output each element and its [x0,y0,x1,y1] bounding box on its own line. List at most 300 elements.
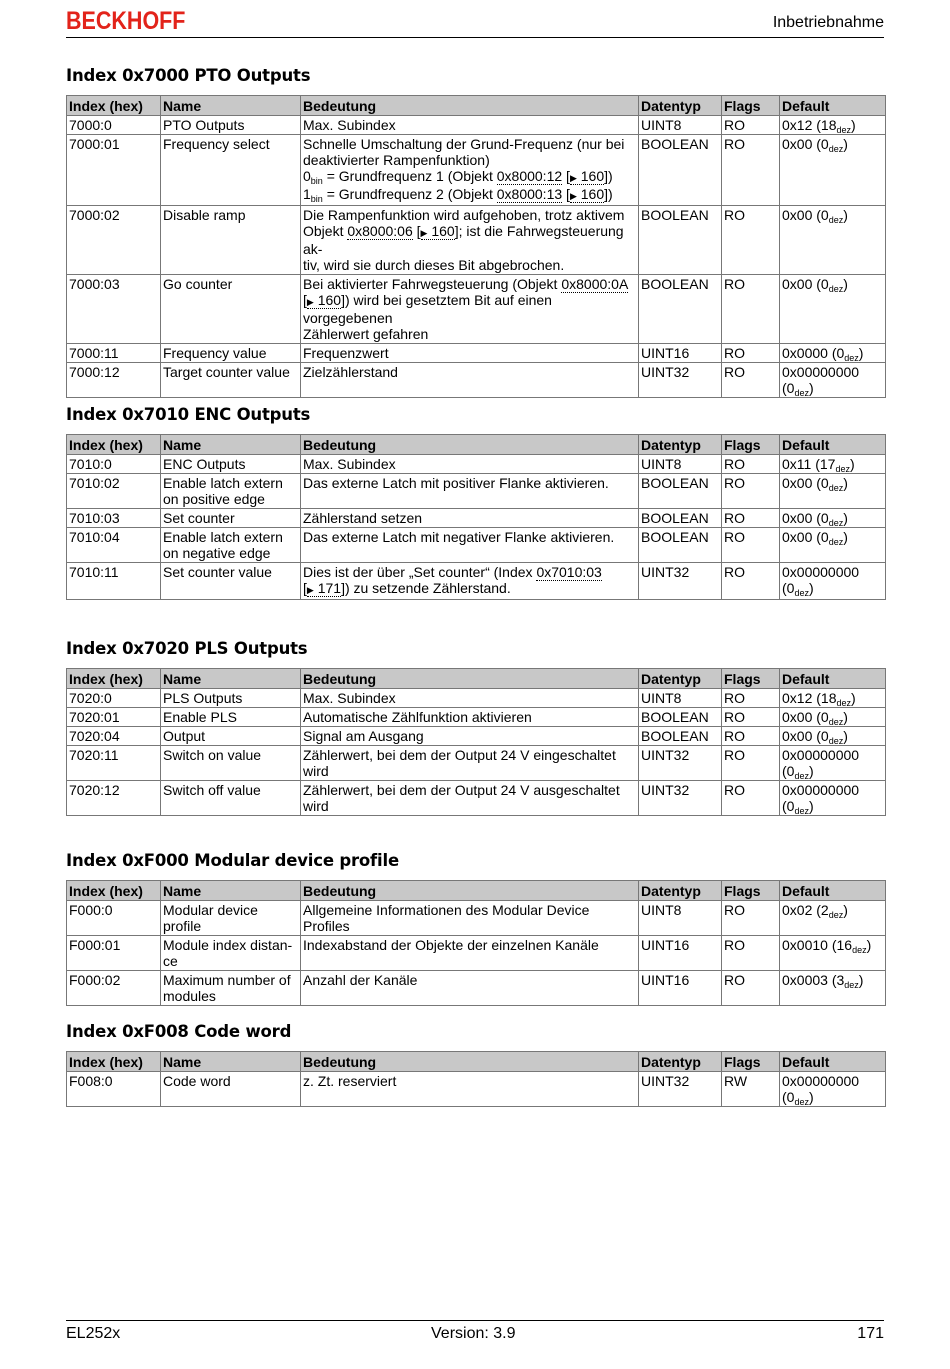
table-row [67,528,886,563]
bit-base: bin [310,194,323,204]
name-line: PLS Outputs [163,690,243,706]
beckhoff-logo: BECKHOFF [66,7,186,35]
default-value: 0x0010 (16 [782,937,853,953]
number-base: dez [844,353,859,363]
meaning-cell [301,563,639,600]
number-base: dez [794,388,809,398]
datatype-cell: UINT16 [639,971,722,1006]
column-header: Datentyp [639,435,722,455]
flags-cell: RO [722,746,780,781]
bit-value: 0 [303,168,311,184]
section-title: Index 0xF008 Code word [66,1022,292,1041]
column-header: Bedeutung [301,881,639,901]
object-table [66,1051,886,1107]
number-base: dez [794,588,809,598]
section-title: Index 0xF000 Modular device profile [66,851,399,870]
bracket-close: ]) [604,168,613,184]
meaning-line: Zählerwert gefahren [303,326,429,342]
meaning-line: Automatische Zählfunktion aktivieren [303,709,532,725]
bracket-open: [ [562,186,570,202]
column-header: Datentyp [639,881,722,901]
number-base: dez [828,736,844,746]
number-base: dez [852,945,867,955]
number-base: dez [828,483,844,493]
table-row [67,781,886,816]
table-row [67,206,886,275]
index-cell: 7000:12 [67,363,161,398]
name-line: Go counter [163,276,233,292]
name-cell [161,936,301,971]
flags-cell: RO [722,509,780,528]
flags-cell: RO [722,528,780,563]
meaning-line: Max. Subindex [303,690,396,706]
object-reference-link[interactable]: 0x8000:06 [347,223,413,239]
meaning-line: Zählerwert, bei dem der Output 24 V ausgeschaltet [303,782,620,798]
meaning-line: Schnelle Umschaltung der Grund-Frequenz (nur bei [303,136,625,152]
table-row [67,275,886,344]
number-base: dez [828,284,844,294]
default-close: ) [843,709,848,725]
default-close: ) [843,728,848,744]
table-row [67,689,886,708]
default-cell [780,936,886,971]
datatype-cell: BOOLEAN [639,727,722,746]
object-table [66,95,886,398]
default-close: ) [866,937,872,953]
default-cell [780,509,886,528]
column-header: Datentyp [639,1052,722,1072]
flags-cell: RO [722,936,780,971]
default-close: ) [808,798,814,814]
default-value: 0x02 (2 [782,902,829,918]
page-reference-link[interactable] [570,186,604,203]
default-cell [780,708,886,727]
name-line: Code word [163,1073,231,1089]
default-cell [780,689,886,708]
meaning-line: Max. Subindex [303,456,396,472]
default-cell [780,474,886,509]
meaning-line: [▶ 171]) zu setzende Zählerstand. [303,580,511,596]
number-base: dez [836,698,851,708]
column-header: Name [161,669,301,689]
column-header: Flags [722,435,780,455]
datatype-cell: BOOLEAN [639,275,722,344]
bit-base: bin [310,176,323,186]
name-line: Frequency select [163,136,270,152]
meaning-line: tiv, wird sie durch dieses Bit abgebrochen. [303,257,565,273]
default-value: 0x00 (0 [782,207,829,223]
meaning-cell [301,474,639,509]
bracket-close: ]) [604,186,613,202]
name-cell [161,971,301,1006]
flags-cell: RW [722,1072,780,1107]
column-header: Flags [722,881,780,901]
flags-cell: RO [722,206,780,275]
default-cell [780,528,886,563]
meaning-line: Zielzählerstand [303,364,398,380]
name-line: Enable latch extern [163,529,283,545]
page-reference-link[interactable]: ▶ 160 [306,292,342,308]
name-cell [161,746,301,781]
default-cell [780,1072,886,1107]
meaning-cell [301,344,639,363]
index-cell: 7000:02 [67,206,161,275]
column-header: Bedeutung [301,435,639,455]
default-value: 0x00 (0 [782,510,829,526]
index-cell: 7000:03 [67,275,161,344]
column-header: Default [780,881,886,901]
column-header: Default [780,435,886,455]
column-header: Default [780,1052,886,1072]
name-cell [161,455,301,474]
column-header: Name [161,435,301,455]
column-header: Default [780,96,886,116]
default-cell [780,727,886,746]
meaning-text: = Grundfrequenz 2 (Objekt [322,186,497,202]
column-header: Index (hex) [67,1052,161,1072]
default-value: 0x0000 (0 [782,345,845,361]
flags-cell: RO [722,275,780,344]
meaning-cell [301,746,639,781]
name-line: Modular device profile [163,902,258,934]
name-line: Set counter [163,510,235,526]
meaning-line: Bei aktivierter Fahrwegsteuerung (Objekt 0x8000:0A [303,276,629,292]
meaning-line: Das externe Latch mit positiver Flanke aktivieren. [303,475,609,491]
table-row [67,455,886,474]
datatype-cell: UINT16 [639,936,722,971]
datatype-cell: UINT32 [639,1072,722,1107]
datatype-cell: UINT32 [639,563,722,600]
arrow-right-icon: ▶ [306,585,314,595]
meaning-cell [301,1072,639,1107]
default-cell [780,116,886,135]
default-value-decimal: (0 [782,763,795,779]
table-header-row [67,881,886,901]
number-base: dez [828,215,844,225]
default-cell [780,781,886,816]
meaning-line: Frequenzwert [303,345,389,361]
default-cell [780,275,886,344]
section-title: Index 0x7000 PTO Outputs [66,66,311,85]
name-line: modules [163,988,216,1004]
default-cell [780,455,886,474]
meaning-cell [301,781,639,816]
number-base: dez [828,537,844,547]
default-close: ) [843,136,848,152]
object-section [66,639,885,816]
flags-cell: RO [722,135,780,206]
column-header: Datentyp [639,669,722,689]
flags-cell: RO [722,474,780,509]
index-cell: 7020:0 [67,689,161,708]
object-table [66,668,886,816]
meaning-line: [▶ 160]) wird bei gesetztem Bit auf einen vorgegebenen [303,292,552,326]
column-header: Index (hex) [67,881,161,901]
number-base: dez [794,806,809,816]
default-value: 0x12 (18 [782,117,837,133]
index-cell: 7000:0 [67,116,161,135]
name-cell [161,1072,301,1107]
index-cell: F000:02 [67,971,161,1006]
footer-rule [66,1320,884,1321]
name-line: Set counter value [163,564,272,580]
object-reference-link[interactable]: 0x7010:03 [536,564,602,580]
name-cell [161,363,301,398]
index-cell: 7010:02 [67,474,161,509]
number-base: dez [828,144,844,154]
name-line: Output [163,728,206,744]
meaning-cell [301,135,639,206]
footer-product: EL252x [66,1325,121,1342]
table-row [67,971,886,1006]
meaning-cell [301,363,639,398]
default-close: ) [843,510,848,526]
datatype-cell: UINT32 [639,781,722,816]
datatype-cell: UINT8 [639,901,722,936]
datatype-cell: BOOLEAN [639,708,722,727]
meaning-cell [301,509,639,528]
datatype-cell: BOOLEAN [639,528,722,563]
meaning-line: Objekt 0x8000:06 [▶ 160]; ist die Fahrwegsteuerung ak- [303,223,624,257]
arrow-right-icon: ▶ [420,228,428,238]
meaning-line: Anzahl der Kanäle [303,972,418,988]
meaning-cell [301,275,639,344]
table-header-row [67,669,886,689]
flags-cell: RO [722,563,780,600]
column-header: Default [780,669,886,689]
meaning-cell [301,901,639,936]
meaning-line: deaktivierter Rampenfunktion) [303,152,490,168]
object-reference-link[interactable]: 0x8000:0A [561,276,629,292]
default-cell [780,206,886,275]
table-row [67,746,886,781]
table-row [67,509,886,528]
name-line: Frequency value [163,345,267,361]
name-cell [161,689,301,708]
name-cell [161,901,301,936]
flags-cell: RO [722,708,780,727]
section-title: Index 0x7020 PLS Outputs [66,639,308,658]
default-close: ) [858,345,864,361]
default-value: 0x12 (18 [782,690,837,706]
meaning-cell [301,206,639,275]
name-cell [161,474,301,509]
default-close: ) [808,580,814,596]
name-cell [161,781,301,816]
default-cell [780,971,886,1006]
name-line: ENC Outputs [163,456,246,472]
table-row [67,363,886,398]
default-value: 0x00 (0 [782,728,829,744]
meaning-line: Dies ist der über „Set counter“ (Index 0x7010:03 [303,564,602,580]
default-value: 0x00 (0 [782,475,829,491]
number-base: dez [828,518,844,528]
default-cell [780,746,886,781]
header-rule [66,37,884,38]
default-close: ) [843,475,848,491]
default-value: 0x00 (0 [782,136,829,152]
default-close: ) [843,207,848,223]
default-close: ) [851,117,856,133]
default-cell [780,344,886,363]
default-value: 0x00 (0 [782,276,829,292]
meaning-line: z. Zt. reserviert [303,1073,397,1089]
default-close: ) [843,902,848,918]
table-row [67,474,886,509]
chapter-title: Inbetriebnahme [772,14,884,31]
meaning-line: Indexabstand der Objekte der einzelnen Kanäle [303,937,599,953]
meaning-line [303,186,636,204]
default-value: 0x00000000 [782,782,860,798]
column-header: Name [161,96,301,116]
meaning-line: Allgemeine Informationen des Modular Device Profiles [303,902,590,934]
meaning-line: Zählerwert, bei dem der Output 24 V eingeschaltet wird [303,747,616,779]
index-cell: F000:0 [67,901,161,936]
name-line: Switch off value [163,782,261,798]
name-line: Target counter value [163,364,290,380]
number-base: dez [828,717,844,727]
page-reference-link[interactable]: ▶ 171 [306,580,342,596]
index-cell: 7000:11 [67,344,161,363]
flags-cell: RO [722,344,780,363]
name-cell [161,509,301,528]
meaning-line [303,168,636,186]
datatype-cell: UINT16 [639,344,722,363]
name-line: Disable ramp [163,207,246,223]
default-cell [780,901,886,936]
index-cell: 7020:12 [67,781,161,816]
flags-cell: RO [722,363,780,398]
default-value: 0x0003 (3 [782,972,845,988]
default-cell [780,363,886,398]
column-header: Flags [722,1052,780,1072]
object-reference-link[interactable]: 0x8000:13 [496,186,563,202]
meaning-line: wird [303,798,329,814]
page-number: 160 [576,186,605,202]
column-header: Name [161,1052,301,1072]
number-base: dez [828,910,844,920]
name-cell [161,135,301,206]
table-row [67,727,886,746]
column-header: Index (hex) [67,96,161,116]
meaning-cell [301,455,639,474]
bracket-open: [ [562,168,570,184]
table-header-row [67,435,886,455]
flags-cell: RO [722,455,780,474]
meaning-cell [301,708,639,727]
meaning-cell [301,528,639,563]
meaning-line: Die Rampenfunktion wird aufgehoben, trotz aktivem [303,207,625,223]
table-header-row [67,96,886,116]
column-header: Index (hex) [67,669,161,689]
name-line: on negative edge [163,545,271,561]
number-base: dez [835,464,850,474]
page-reference-link[interactable] [570,168,604,185]
arrow-right-icon: ▶ [569,173,577,183]
name-line: ce [163,953,178,969]
table-row [67,936,886,971]
default-close: ) [849,456,855,472]
meaning-text: = Grundfrequenz 1 (Objekt [322,168,497,184]
table-header-row [67,1052,886,1072]
default-close: ) [843,529,848,545]
page-reference-link[interactable]: ▶ 160 [420,223,455,239]
default-value-decimal: (0 [782,798,795,814]
footer-version: Version: 3.9 [431,1325,516,1342]
table-row [67,901,886,936]
table-row [67,344,886,363]
flags-cell: RO [722,116,780,135]
object-section [66,405,885,600]
meaning-cell [301,727,639,746]
datatype-cell: UINT32 [639,746,722,781]
name-cell [161,563,301,600]
meaning-cell [301,936,639,971]
number-base: dez [836,125,851,135]
number-base: dez [844,980,859,990]
object-table [66,434,886,600]
name-line: Maximum number of [163,972,291,988]
index-cell: F000:01 [67,936,161,971]
index-cell: 7010:03 [67,509,161,528]
meaning-cell [301,689,639,708]
object-table [66,880,886,1006]
datatype-cell: BOOLEAN [639,206,722,275]
index-cell: 7020:04 [67,727,161,746]
name-line: on positive edge [163,491,265,507]
default-value: 0x00000000 [782,564,860,580]
default-value: 0x00000000 [782,364,860,380]
arrow-right-icon: ▶ [306,297,314,307]
number-base: dez [794,771,809,781]
object-section [66,66,885,398]
default-value: 0x00 (0 [782,709,829,725]
name-cell [161,116,301,135]
default-close: ) [808,380,814,396]
column-header: Bedeutung [301,96,639,116]
name-cell [161,727,301,746]
index-cell: 7020:01 [67,708,161,727]
column-header: Name [161,881,301,901]
object-section [66,851,885,1006]
index-cell: 7010:0 [67,455,161,474]
index-cell: 7010:04 [67,528,161,563]
table-row [67,116,886,135]
index-cell: F008:0 [67,1072,161,1107]
name-line: Enable PLS [163,709,237,725]
default-value: 0x00 (0 [782,529,829,545]
default-value-decimal: (0 [782,1089,795,1105]
index-cell: 7010:11 [67,563,161,600]
default-cell [780,135,886,206]
section-title: Index 0x7010 ENC Outputs [66,405,311,424]
name-line: Enable latch extern [163,475,283,491]
name-cell [161,708,301,727]
page-number: 160 [576,168,605,184]
default-value-decimal: (0 [782,580,795,596]
footer-page-number: 171 [857,1325,884,1342]
arrow-right-icon: ▶ [569,191,577,201]
meaning-cell [301,116,639,135]
bit-value: 1 [303,186,311,202]
meaning-cell [301,971,639,1006]
object-reference-link[interactable]: 0x8000:12 [496,168,563,184]
object-section [66,1022,885,1107]
name-cell [161,275,301,344]
datatype-cell: BOOLEAN [639,135,722,206]
name-cell [161,344,301,363]
table-row [67,563,886,600]
